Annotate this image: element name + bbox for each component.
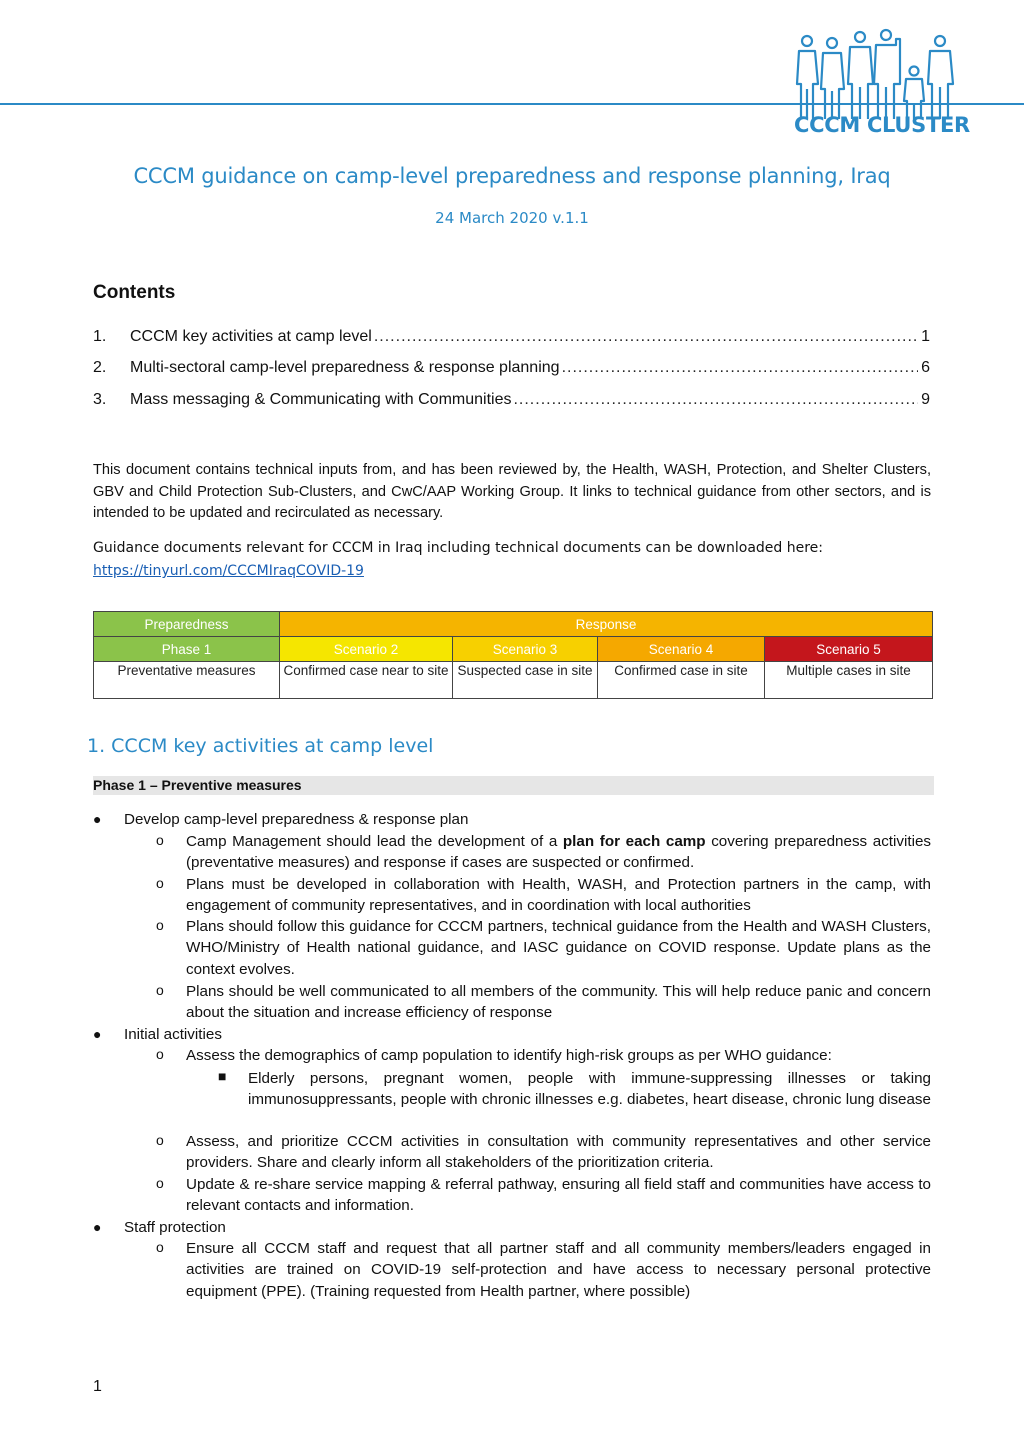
list-item: Develop camp-level preparedness & response plan	[124, 811, 469, 828]
scenario-label: Scenario 2	[280, 637, 453, 662]
toc-leader-dots	[513, 391, 918, 409]
list-item: Plans should be well communicated to all members of the community. This will help reduce panic and concern about the situation and increase efficiency of response	[186, 983, 931, 1022]
sub-bullet-marker: o	[156, 917, 164, 933]
phase-description: Preventative measures	[94, 662, 280, 699]
list-item: Plans must be developed in collaboration with Health, WASH, and Protection partners in the camp, with engagement of community representatives, and in coordination with local authorities	[186, 876, 931, 915]
list-item: Initial activities	[124, 1026, 222, 1043]
phase-label: Phase 1	[94, 637, 280, 662]
sub-bullet-marker: o	[156, 1175, 164, 1191]
response-header: Response	[280, 612, 933, 637]
list-item-text: covering preparedness activities (preventative measures) and response if cases are suspected or confirmed.	[186, 833, 931, 872]
scenario-description: Suspected case in site	[453, 662, 598, 699]
toc-number: 3.	[93, 391, 107, 408]
square-bullet-marker: ■	[218, 1068, 227, 1084]
list-item: Elderly persons, pregnant women, people with immune-suppressing illnesses or taking immunosuppressants, people with chronic illnesses e.g. diabetes, heart disease, chronic lung disease	[248, 1070, 931, 1109]
list-item: Update & re-share service mapping & referral pathway, ensuring all field staff and communities have access to relevant contacts and information.	[186, 1176, 931, 1215]
toc-label: Mass messaging & Communicating with Communities	[130, 391, 512, 408]
toc-number: 2.	[93, 359, 107, 376]
toc-page-number: 9	[921, 391, 930, 408]
toc-leader-dots	[562, 359, 918, 377]
toc-page-number: 1	[921, 328, 930, 345]
list-item-text: Camp Management should lead the development of a	[186, 833, 563, 850]
intro-paragraph: This document contains technical inputs from, and has been reviewed by, the Health, WASH, Protection, and Shelter Clusters, GBV and Child Protection Sub-Clusters, and CwC/AAP Working Group. It links to technical guidance from other sectors, and is intended to be updated and recirculated as necessary.	[93, 462, 931, 521]
scenario-description: Multiple cases in site	[765, 662, 933, 699]
toc-entry[interactable]	[93, 391, 930, 413]
document-date-version: 24 March 2020 v.1.1	[435, 209, 589, 227]
section-heading: 1. CCCM key activities at camp level	[87, 735, 434, 757]
list-item: Ensure all CCCM staff and request that all partner staff and all community members/leaders engaged in activities are trained on COVID-19 self-protection and have access to necessary personal protective equipment (PPE). (Training requested from Health partner, where possible)	[186, 1240, 931, 1300]
logo-text: CCCM CLUSTER	[794, 113, 970, 137]
bullet-marker: ●	[93, 1026, 102, 1042]
guidance-note	[93, 537, 933, 583]
contents-heading: Contents	[93, 282, 176, 303]
list-item	[186, 831, 931, 874]
toc-number: 1.	[93, 328, 107, 345]
preparedness-header: Preparedness	[94, 612, 280, 637]
toc-entry[interactable]	[93, 359, 930, 381]
sub-bullet-marker: o	[156, 1132, 164, 1148]
sub-bullet-marker: o	[156, 1239, 164, 1255]
scenario-label: Scenario 4	[598, 637, 765, 662]
guidance-text: Guidance documents relevant for CCCM in Iraq including technical documents can be downloaded here:	[93, 540, 824, 556]
document-title: CCCM guidance on camp-level preparedness and response planning, Iraq	[133, 164, 891, 188]
phase-bar: Phase 1 – Preventive measures	[93, 776, 934, 795]
scenario-label: Scenario 5	[765, 637, 933, 662]
toc-entry[interactable]	[93, 328, 930, 350]
bullet-marker: ●	[93, 811, 102, 827]
toc-label: CCCM key activities at camp level	[130, 328, 372, 345]
list-item: Assess the demographics of camp population to identify high-risk groups as per WHO guidance:	[186, 1047, 832, 1064]
sub-bullet-marker: o	[156, 832, 164, 848]
list-item: Assess, and prioritize CCCM activities in consultation with community representatives and other service providers. Share and clearly inform all stakeholders of the prioritization criteria.	[186, 1133, 931, 1172]
page-number: 1	[93, 1378, 102, 1395]
sub-bullet-marker: o	[156, 875, 164, 891]
scenario-description: Confirmed case in site	[598, 662, 765, 699]
sub-bullet-marker: o	[156, 982, 164, 998]
toc-page-number: 6	[921, 359, 930, 376]
emphasis-text: plan for each camp	[562, 833, 706, 850]
phase-scenario-table	[93, 611, 933, 699]
list-item: Plans should follow this guidance for CCCM partners, technical guidance from the Health and WASH Clusters, WHO/Ministry of Health national guidance, and IASC guidance on COVID response. Update plans as the context evolves.	[186, 918, 931, 978]
guidance-link[interactable]: https://tinyurl.com/CCCMIraqCOVID-19	[93, 563, 364, 579]
sub-bullet-marker: o	[156, 1046, 164, 1062]
scenario-description: Confirmed case near to site	[280, 662, 453, 699]
list-item: Staff protection	[124, 1219, 226, 1236]
toc-leader-dots	[374, 328, 918, 346]
bullet-marker: ●	[93, 1219, 102, 1235]
toc-label: Multi-sectoral camp-level preparedness & response planning	[130, 359, 560, 376]
scenario-label: Scenario 3	[453, 637, 598, 662]
